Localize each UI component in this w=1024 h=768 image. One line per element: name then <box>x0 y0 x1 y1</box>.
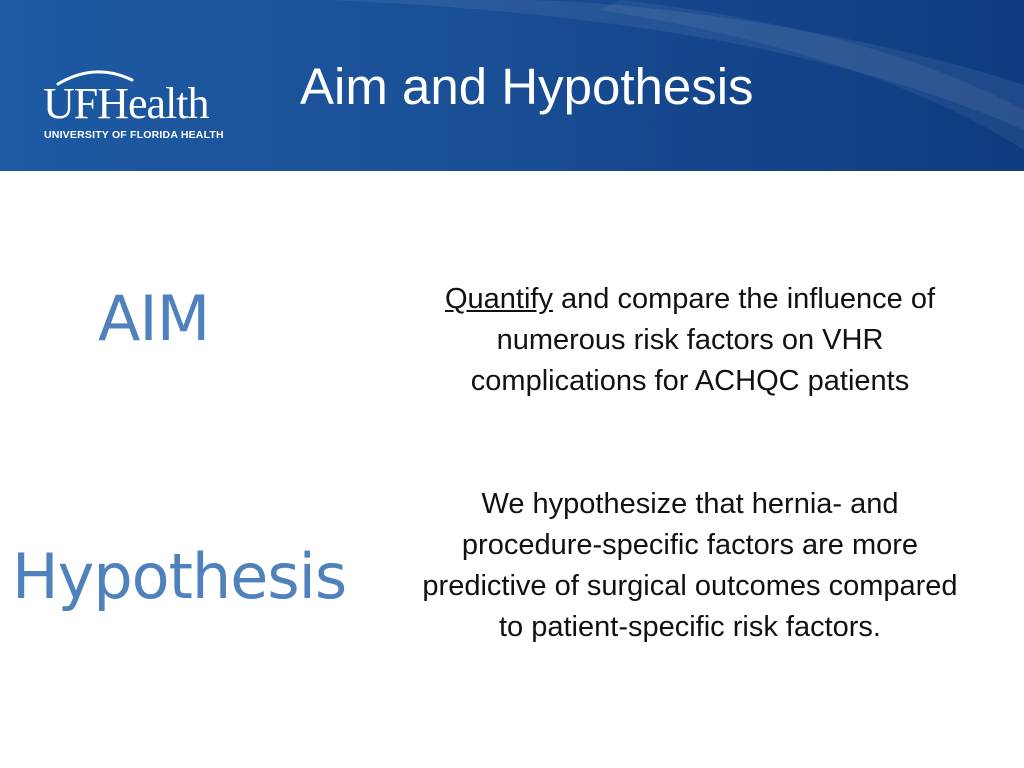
aim-label: AIM <box>98 282 210 355</box>
hypothesis-text-line-2: procedure-specific factors are more <box>461 529 919 561</box>
logo-subtitle: UNIVERSITY OF FLORIDA HEALTH <box>44 129 224 141</box>
hypothesis-text-line-1: We hypothesize that hernia- and <box>481 488 899 520</box>
hypothesis-text <box>370 484 1010 648</box>
header-banner <box>0 0 1024 171</box>
hypothesis-label: Hypothesis <box>12 540 347 613</box>
aim-text <box>375 279 1005 402</box>
aim-text-line-3: complications for ACHQC patients <box>470 365 910 397</box>
aim-text-line-1 <box>375 279 1005 320</box>
ufhealth-logo <box>40 66 240 146</box>
aim-text-line-2: numerous risk factors on VHR <box>496 324 884 356</box>
hypothesis-text-line-3: predictive of surgical outcomes compared <box>422 570 958 602</box>
aim-underlined-word: Quantify <box>444 283 553 315</box>
aim-text-line-1-rest: and compare the influence of <box>552 283 936 315</box>
logo-wordmark: UFHealth <box>43 79 209 128</box>
slide-title: Aim and Hypothesis <box>300 58 754 115</box>
hypothesis-text-line-4: to patient-specific risk factors. <box>499 611 881 643</box>
